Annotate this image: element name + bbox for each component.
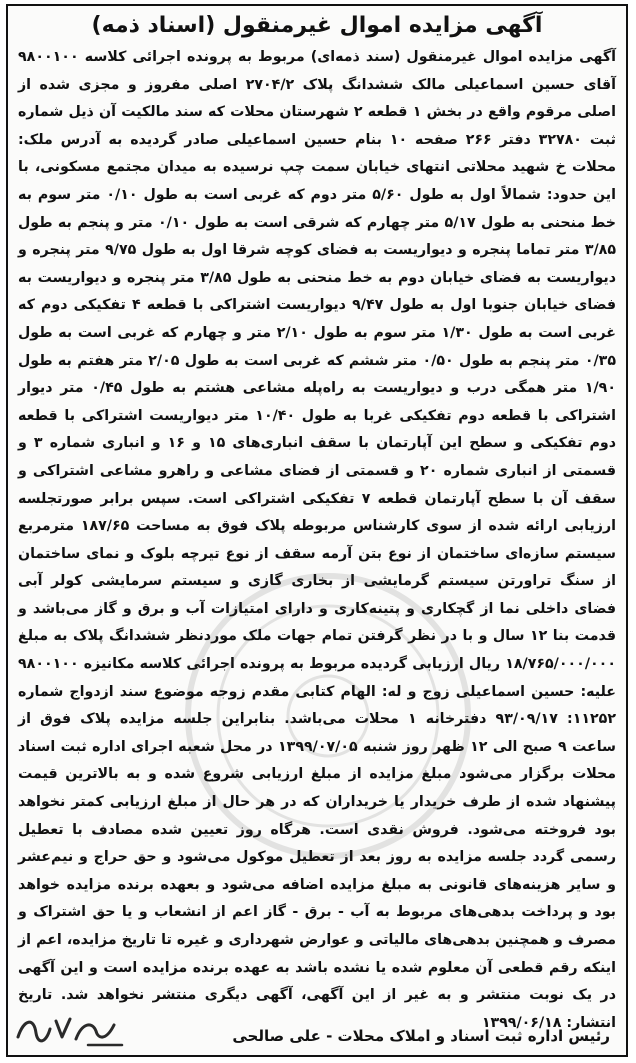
handwritten-number-icon [10, 1007, 130, 1053]
notice-signature: رئیس اداره ثبت اسناد و املاک محلات - علی صالحی [232, 1027, 610, 1045]
notice-title: آگهی مزایده اموال غیرمنقول (اسناد ذمه) [91, 13, 543, 38]
watermark-seal-icon [178, 566, 478, 866]
auction-notice [6, 4, 628, 1057]
notice-body: آگهی مزایده اموال غیرمنقول (سند ذمه‌ای) مربوط به پرونده اجرائی کلاسه ۹۸۰۰۱۰۰ آقای حسین اسماعیلی مالک ششدانگ پلاک ۲۷۰۴/۲ اصلی مفروز و مجزی شده از اصلی مرقوم واقع در بخش ۱ قطعه ۲ شهرستان محلات که سند مالکیت آن ذیل شماره ثبت ۳۲۷۸۰ دفتر ۲۶۶ صفحه ۱۰ بنام حسین اسماعیلی صادر گردیده به آدرس ملک: محلات خ شهید محلاتی انتهای خیابان سمت چپ نرسیده به میدان مجتمع مسکونی، با این حدود: شمالاً اول به طول ۵/۶۰ متر دوم که غربی است به طول ۰/۱۰ متر سوم به خط منحنی به طول ۵/۱۷ متر چهارم که شرقی است به طول ۰/۱۰ متر و پنجم به طول ۳/۸۵ متر تماما پنجره و دیواریست به فضای کوچه شرقا اول به طول ۹/۷۵ متر پنجره و دیواریست به فضای خیابان دوم به خط منحنی به طول ۳/۸۵ متر پنجره و دیواریست به فضای خیابان جنوبا اول به طول ۹/۴۷ دیواریست اشتراکی با قطعه ۴ تفکیکی دوم که غربی است به طول ۱/۳۰ متر سوم به طول ۲/۱۰ متر و چهارم که غربی است به طول ۰/۳۵ متر پنجم به طول ۰/۵۰ متر ششم که غربی است به طول ۲/۰۵ متر هفتم به طول ۱/۹۰ متر همگی درب و دیواریست به راه‌پله مشاعی هشتم به طول ۰/۴۵ متر دیوار اشتراکی با قطعه دوم تفکیکی غربا به طول ۱۰/۴۰ متر دیواریست اشتراکی با قطعه دوم تفکیکی و سطح این آپارتمان با سقف انباری‌های ۱۵ و ۱۶ و انباری شماره ۳ و قسمتی از انباری شماره ۲۰ و قسمتی از فضای مشاعی و راهرو مشاعی اشتراکی و سقف آن با سطح آپارتمان قطعه ۷ تفکیکی اشتراکی است. سپس برابر صورتجلسه ارزیابی ارائه شده از سوی کارشناس مربوطه پلاک فوق به مساحت ۱۸۷/۶۵ مترمربع سیستم سازه‌ای ساختمان از نوع بتن آرمه سقف از نوع تیرچه بلوک و نمای ساختمان از سنگ تراورتن سیستم گرمایشی از بخاری گازی و سیستم سرمایشی کولر آبی فضای داخلی نما از گچکاری و پتینه‌کاری و دارای امتیازات آب و برق و گاز می‌باشد و قدمت بنا ۱۲ سال و با در نظر گرفتن تمام جهات ملک مورد‌نظر ششدانگ پلاک به مبلغ ۱۸/۷۶۵/۰۰۰/۰۰۰ ریال ارزیابی گردیده مربوط به پرونده اجرائی کلاسه مکانیزه ۹۸۰۰۱۰۰ علیه: حسین اسماعیلی زوج و له: الهام کتابی مقدم زوجه موضوع سند ازدواج شماره ۱۱۲۵۲: ۹۳/۰۹/۱۷ دفترخانه ۱ محلات می‌باشد. بنابراین جلسه مزایده پلاک فوق از ساعت ۹ صبح الی ۱۲ ظهر روز شنبه ۱۳۹۹/۰۷/۰۵ در محل شعبه اجرای اداره ثبت اسناد محلات برگزار می‌شود مبلغ مزایده از مبلغ ارزیابی شروع شده و به بالاترین قیمت پیشنهاد شده از طرف خریدار یا خریداران که در هر حال از مبلغ ارزیابی کمتر نخواهد بود فروخته می‌شود. فروش نقدی است. هرگاه روز تعیین شده مصادف با تعطیل رسمی گردد جلسه مزایده به روز بعد از تعطیل موکول می‌شود و حق حراج و نیم‌عشر و سایر هزینه‌های قانونی به مبلغ مزایده اضافه می‌شود و بعهده برنده مزایده خواهد بود و پرداخت بدهی‌های مربوط به آب - برق - گاز اعم از انشعاب و یا حق اشتراک و مصرف و همچنین بدهی‌های مالیاتی و عوارض شهرداری و غیره تا تاریخ مزایده، اعم از اینکه رقم قطعی آن معلوم شده یا نشده باشد به عهده برنده مزایده است و این آگهی در یک نوبت منتشر و به غیر از این آگهی، آگهی دیگری منتشر نخواهد شد. تاریخ انتشار: ۱۳۹۹/۰۶/۱۸ [18, 49, 617, 1031]
